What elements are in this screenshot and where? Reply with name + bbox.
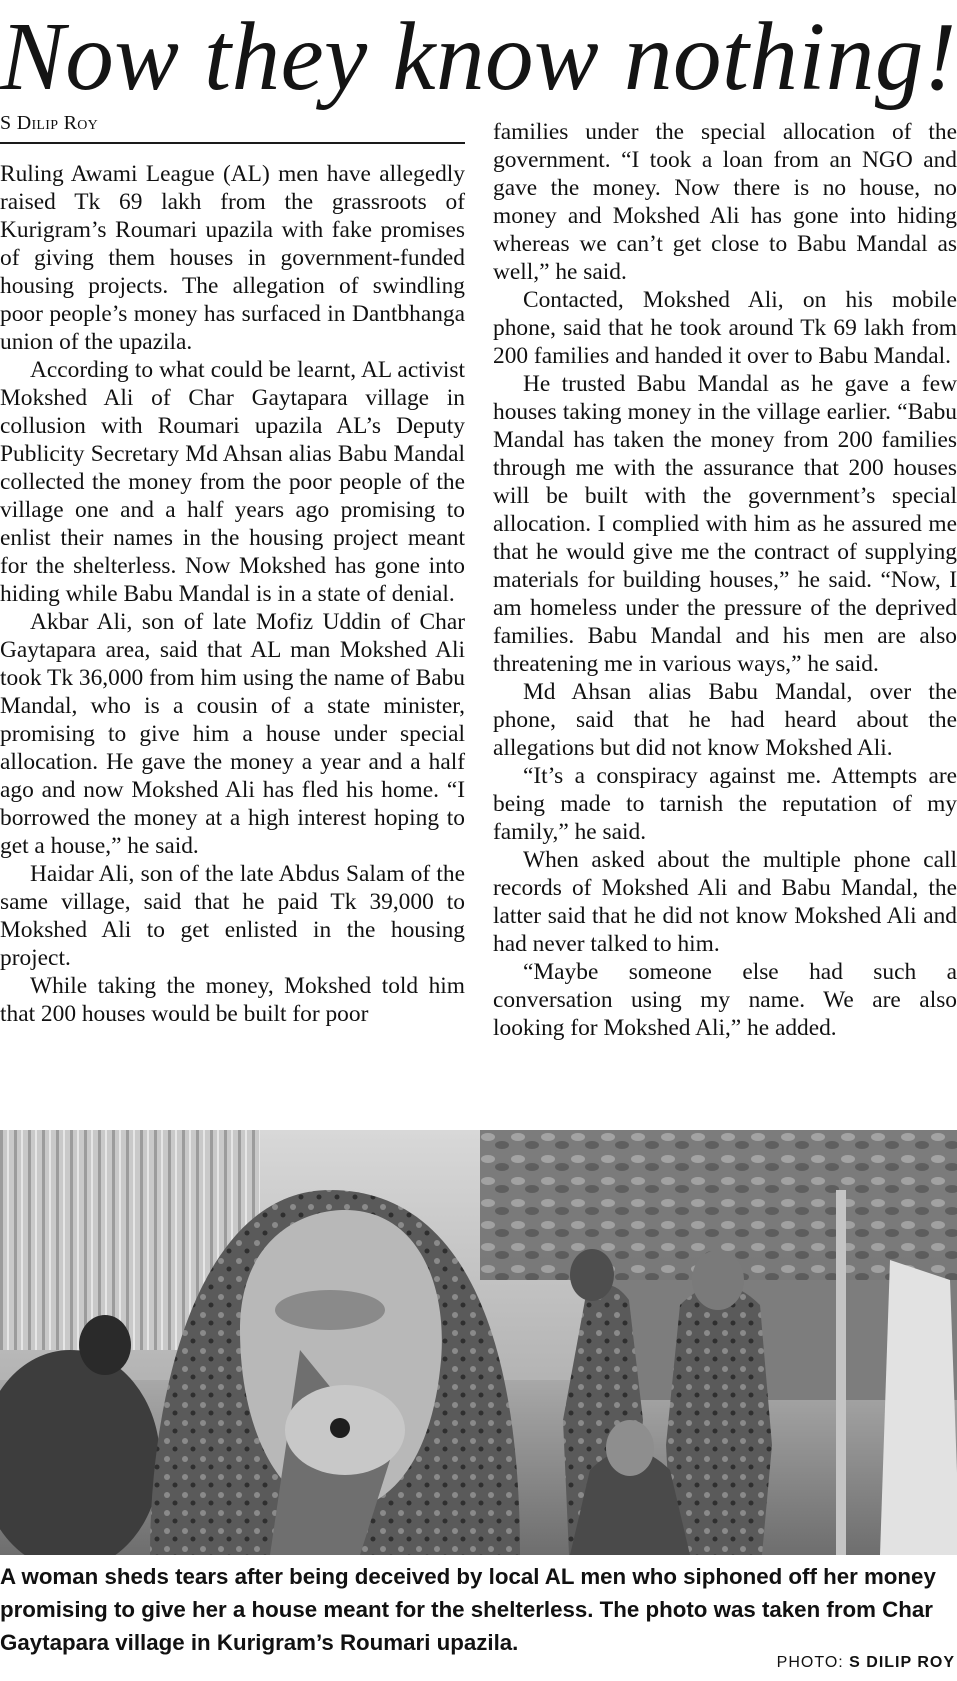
paragraph: While taking the money, Mokshed told him that 200 houses would be built for poor xyxy=(0,973,465,1027)
byline: S Dilip Roy xyxy=(0,108,465,144)
paragraph: families under the special allocation of the government. “I took a loan from an NGO and gave the money. Now there is no house, no money and Mokshed Ali has gone into hiding whereas we can’t get close to Babu Mandal as well,” he said. xyxy=(493,119,957,285)
news-photo xyxy=(0,1130,957,1555)
paragraph: “It’s a conspiracy against me. Attempts are being made to tarnish the reputation of my family,” he said. xyxy=(493,763,957,845)
photo-credit xyxy=(777,1650,955,1676)
photo-credit-name: S DILIP ROY xyxy=(849,1654,955,1671)
paragraph: “Maybe someone else had such a conversation using my name. We are also looking for Mokshed Ali,” he added. xyxy=(493,959,957,1041)
article-column-right xyxy=(493,118,957,1042)
photo-caption: A woman sheds tears after being deceived by local AL men who siphoned off her money promising to give her a house meant for the shelterless. The photo was taken from Char Gaytapara village in Kurigram’s Roumari upazila. xyxy=(0,1564,936,1655)
photo-credit-label: PHOTO: xyxy=(776,1654,844,1671)
paragraph: Ruling Awami League (AL) men have allegedly raised Tk 69 lakh from the grassroots of Kurigram’s Roumari upazila with fake promises of giving them houses in government-funded housing projects. The allegation of swindling poor people’s money has surfaced in Dantbhanga union of the upazila. xyxy=(0,161,465,355)
headline: Now they know nothing! xyxy=(0,3,957,110)
paragraph: Contacted, Mokshed Ali, on his mobile phone, said that he took around Tk 69 lakh from 200 families and handed it over to Babu Mandal. xyxy=(493,287,957,369)
paragraph: When asked about the multiple phone call records of Mokshed Ali and Babu Mandal, the latter said that he did not know Mokshed Ali and had never talked to him. xyxy=(493,847,957,957)
paragraph: Md Ahsan alias Babu Mandal, over the phone, said that he had heard about the allegations but did not know Mokshed Ali. xyxy=(493,679,957,761)
paragraph: He trusted Babu Mandal as he gave a few houses taking money in the village earlier. “Babu Mandal has taken the money from 200 families through me with the assurance that 200 houses will be built with the government’s special allocation. I complied with him as he assured me that he would give me the contract of supplying materials for building houses,” he said. “Now, I am homeless under the pressure of the deprived families. Babu Mandal and his men are also threatening me in various ways,” he said. xyxy=(493,371,957,677)
paragraph: According to what could be learnt, AL activist Mokshed Ali of Char Gaytapara village in collusion with Roumari upazila AL’s Deputy Publicity Secretary Md Ahsan alias Babu Mandal collected the money from the poor people of the village one and a half years ago promising to enlist their names in the housing project meant for the shelterless. Now Mokshed has gone into hiding while Babu Mandal is in a state of denial. xyxy=(0,357,465,607)
article-column-left xyxy=(0,160,465,1028)
paragraph: Haidar Ali, son of the late Abdus Salam of the same village, said that he paid Tk 39,000 to Mokshed Ali to get enlisted in the housing project. xyxy=(0,861,465,971)
paragraph: Akbar Ali, son of late Mofiz Uddin of Char Gaytapara area, said that AL man Mokshed Ali took Tk 36,000 from him using the name of Babu Mandal, who is a cousin of a state minister, promising to give him a house under special allocation. He gave the money a year and a half ago and now Mokshed Ali has fled his home. “I borrowed the money at a high interest hoping to get a house,” he said. xyxy=(0,609,465,859)
